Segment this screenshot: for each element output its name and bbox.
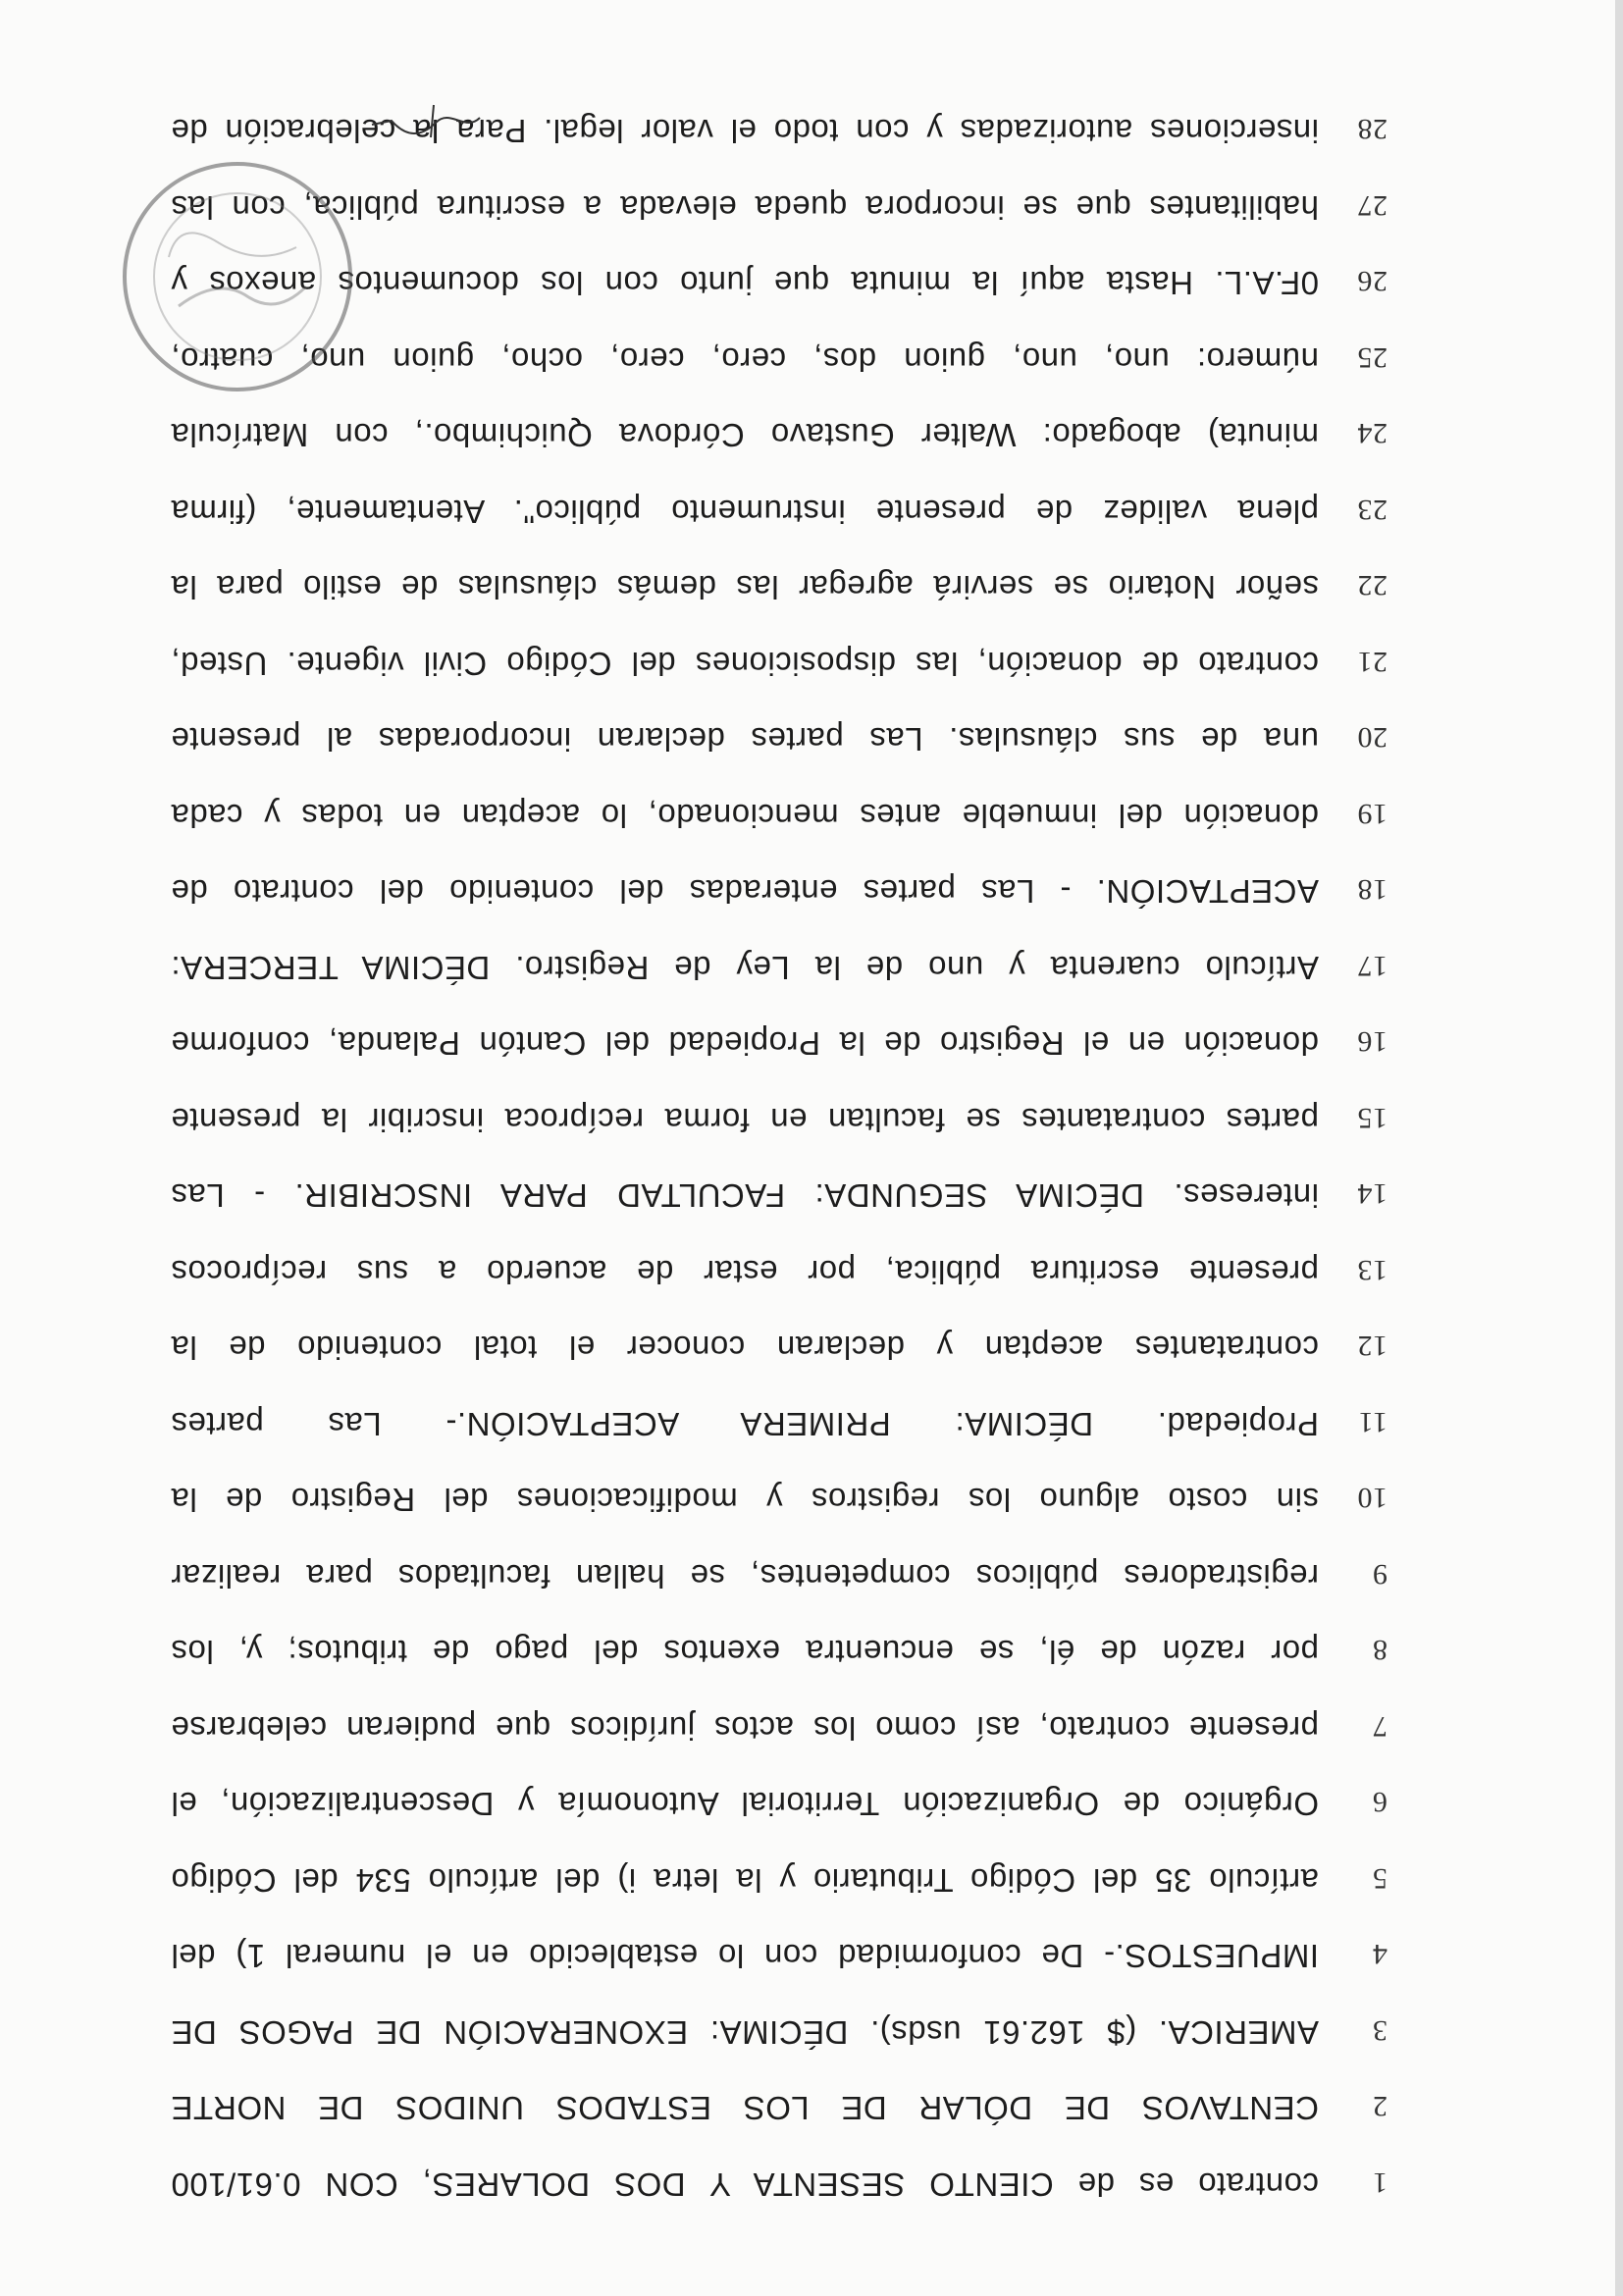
text-line [171, 1215, 1387, 1291]
text-line [171, 1519, 1387, 1595]
line-number: 3 [1372, 2014, 1387, 2047]
line-number: 13 [1357, 1254, 1387, 1286]
line-number: 7 [1372, 1710, 1387, 1743]
line-number: 14 [1357, 1177, 1387, 1211]
line-text: presente escritura pública, por estar de acuerdo a sus recíprocos [171, 1254, 1319, 1290]
line-text: una de sus cláusulas. Las partes declaran incorporadas al presente [171, 721, 1319, 758]
line-number: 5 [1372, 1862, 1387, 1895]
line-number: 25 [1357, 341, 1387, 374]
text-line [171, 1823, 1387, 1900]
line-number: 6 [1372, 1786, 1387, 1819]
line-text: contrato de donación, las disposiciones del Código Civil vigente. Usted, [171, 646, 1319, 682]
line-text: donación del inmueble antes mencionado, lo aceptan en todas y cada [171, 798, 1319, 834]
line-text: IMPUESTOS.- De conformidad con lo establecido en el numeral 1) del [171, 1938, 1319, 1975]
line-number: 15 [1357, 1102, 1387, 1134]
text-line [171, 1899, 1387, 1975]
text-line [171, 911, 1387, 987]
text-line [171, 834, 1387, 911]
line-number: 21 [1357, 646, 1387, 678]
text-line [171, 530, 1387, 606]
line-number: 10 [1357, 1482, 1387, 1515]
line-number: 9 [1372, 1558, 1387, 1591]
line-text: artículo 35 del Código Tributario y la letra i) del artículo 534 del Código [171, 1862, 1319, 1899]
line-number: 11 [1358, 1406, 1387, 1438]
line-text: Orgánico de Organización Territorial Autonomía y Descentralización, el [171, 1786, 1319, 1823]
text-line [171, 1747, 1387, 1823]
text-line [171, 1442, 1387, 1519]
line-text: registradores públicos competentes, se hallan facultados para realizar [171, 1558, 1319, 1594]
line-number: 12 [1357, 1330, 1387, 1363]
text-line [171, 454, 1387, 531]
text-line [171, 1975, 1387, 2052]
line-text: inserciones autorizadas y con todo el valor legal. Para la celebración de [171, 113, 1319, 150]
line-number: 2 [1372, 2090, 1387, 2123]
line-number: 28 [1357, 113, 1387, 146]
signature-mark [367, 103, 485, 142]
line-text: AMERICA. ($ 162.61 usds). DÉCIMA: EXONERACIÓN DE PAGOS DE [171, 2014, 1319, 2051]
text-line [171, 986, 1387, 1063]
line-text: contrato es de CIENTO SESENTA Y DOS DOLARES, CON 0.61/100 [171, 2166, 1319, 2203]
line-number: 19 [1357, 798, 1387, 830]
line-number: 16 [1357, 1025, 1387, 1059]
text-line [171, 1671, 1387, 1748]
text-line [171, 2051, 1387, 2127]
line-text: habilitantes que se incorpora queda elevada a escritura pública, con las [171, 189, 1319, 226]
line-number: 1 [1372, 2166, 1387, 2199]
line-text: partes contratantes se facultan en forma recíproca inscribir la presente [171, 1102, 1319, 1138]
text-line [171, 1367, 1387, 1443]
line-number: 22 [1357, 569, 1387, 602]
text-line [171, 682, 1387, 758]
line-text: Propiedad. DÉCIMA: PRIMERA ACEPTACIÓN.- Las partes [171, 1406, 1319, 1442]
line-number: 4 [1372, 1938, 1387, 1971]
line-text: 0F.A.L. Hasta aquí la minuta que junto con los documentos anexos y [171, 265, 1319, 302]
text-line [171, 2127, 1387, 2204]
line-number: 20 [1357, 721, 1387, 755]
line-text: CENTAVOS DE DÓLAR DE LOS ESTADOS UNIDOS DE NORTE [171, 2090, 1319, 2127]
line-number: 26 [1357, 265, 1387, 298]
line-text: Artículo cuarenta y uno de la Ley de Registro. DÉCIMA TERCERA: [171, 950, 1319, 986]
line-text: por razón de él, se encuentra exentos del pago de tributos; y, los [171, 1634, 1319, 1671]
line-number: 23 [1357, 494, 1387, 526]
text-line [171, 606, 1387, 683]
line-number: 18 [1357, 873, 1387, 907]
line-number: 24 [1357, 417, 1387, 450]
line-number: 17 [1357, 950, 1387, 982]
line-text: minuta) abogado: Walter Gustavo Córdova Quichimbo., con Matrícula [171, 417, 1319, 454]
text-line [171, 758, 1387, 835]
line-text: plena validez de presente instrumento público". Atentamente, (firma [171, 494, 1319, 530]
line-text: presente contrato, así como los actos jurídicos que pudieran celebrarse [171, 1710, 1319, 1747]
line-text: contratantes aceptan y declaran conocer el total contenido de la [171, 1330, 1319, 1367]
line-text: intereses. DÉCIMA SEGUNDA: FACULTAD PARA INSCRIBIR. - Las [171, 1177, 1319, 1215]
text-line [171, 1594, 1387, 1671]
page-edge-shadow [1615, 0, 1623, 2296]
text-line [171, 1290, 1387, 1367]
notary-seal [110, 149, 365, 404]
line-text: sin costo alguno los registros y modificaciones del Registro de la [171, 1482, 1319, 1519]
line-text: donación en el Registro de la Propiedad del Cantón Palanda, conforme [171, 1025, 1319, 1063]
line-number: 27 [1357, 189, 1387, 222]
line-text: señor Notario se servirá agregar las demás cláusulas de estilo para la [171, 569, 1319, 606]
line-number: 8 [1372, 1634, 1387, 1667]
line-text: ACEPTACIÓN. - Las partes enteradas del contenido del contrato de [171, 873, 1319, 911]
text-line [171, 1138, 1387, 1215]
text-line [171, 74, 1387, 150]
text-line [171, 1063, 1387, 1139]
line-text: número: uno, uno, guion dos, cero, cero, ocho, guion uno, cuatro, [171, 341, 1319, 378]
